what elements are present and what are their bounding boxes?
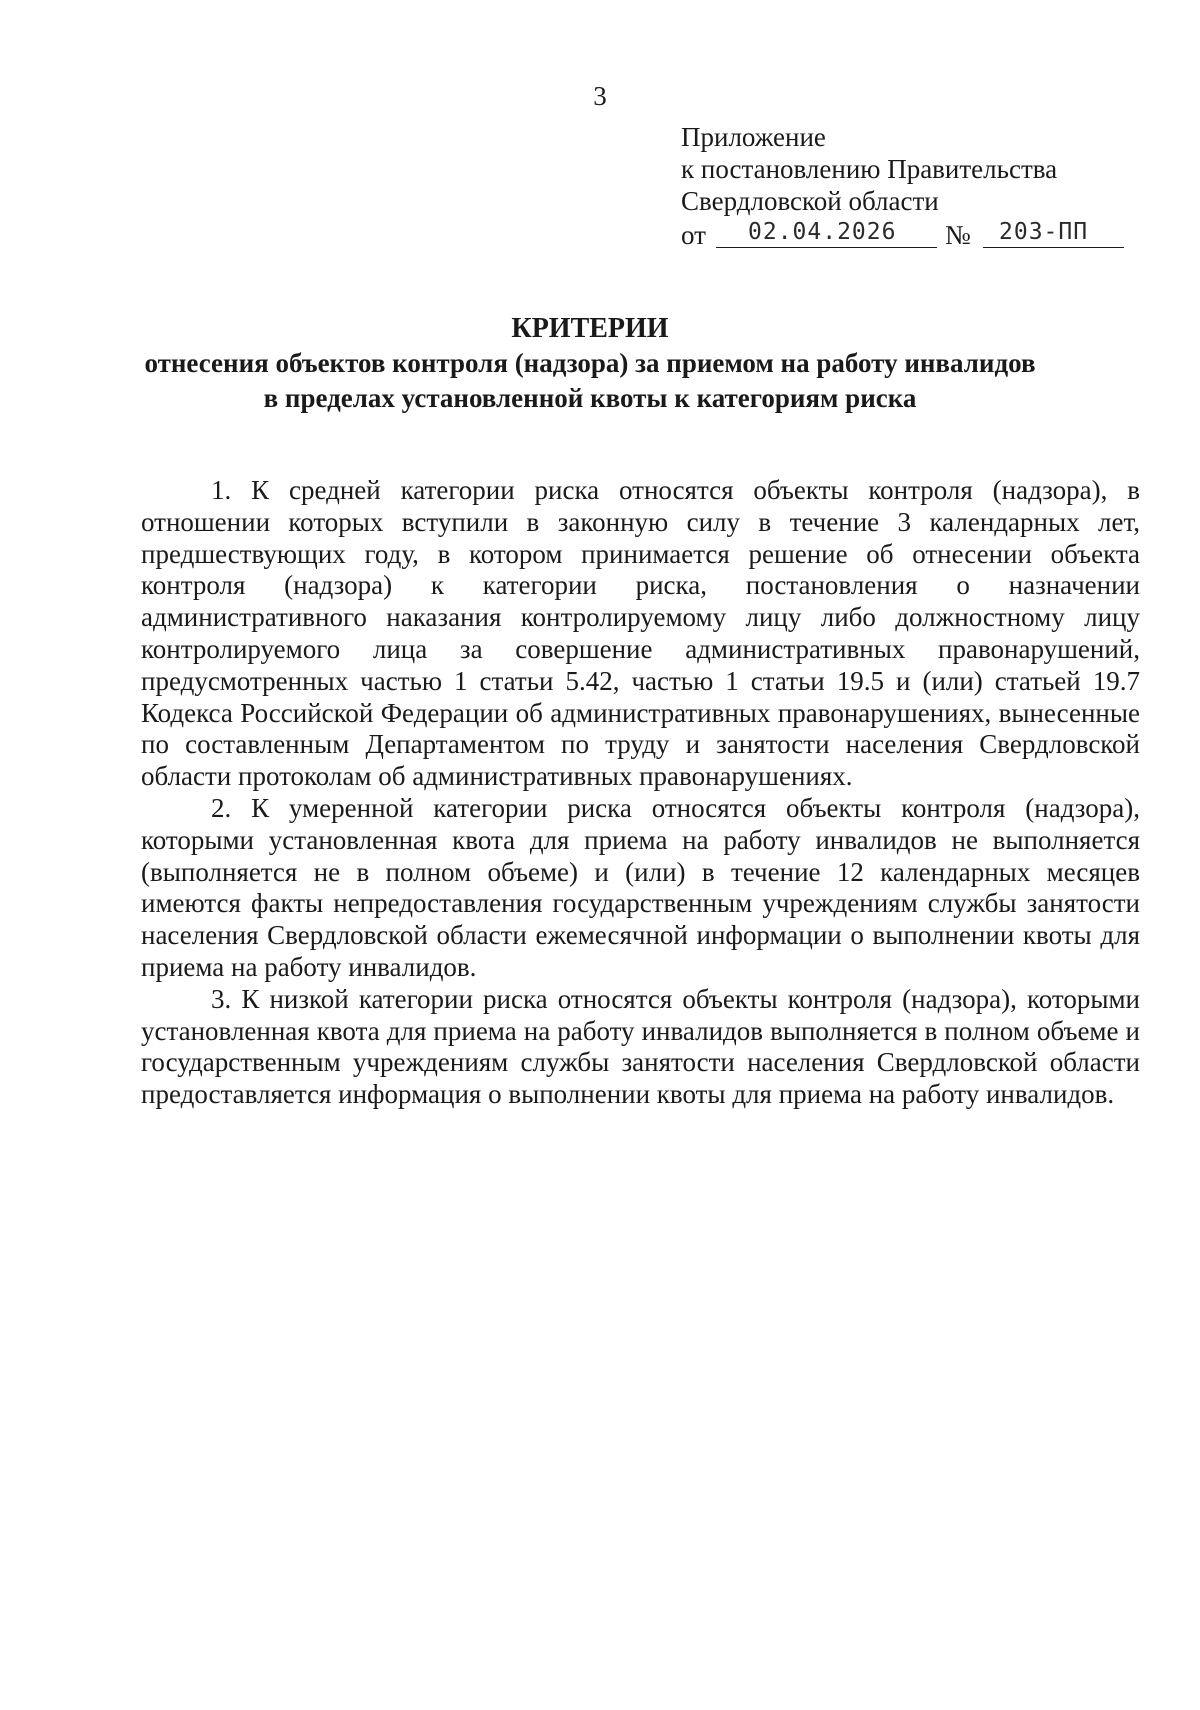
paragraph-medium-risk: 1. К средней категории риска относятся объекты контроля (надзора), в отношении которых вступили в законную силу в течение 3 календарных лет, предшествующих году, в котором принимается решение об отнесении объекта контроля (надзора) к категории риска, постановления о назначении административного наказания контролируемому лицу либо должностному лицу контролируемого лица за совершение административных правонарушений, предусмотренных частью 1 статьи 5.42, частью 1 статьи 19.5 и (или) статьей 19.7 Кодекса Российской Федерации об административных правонарушениях, вынесенные по составленным Департаментом по труду и занятости населения Свердловской области протоколам об административных правонарушениях. [141, 475, 1140, 792]
document-body [141, 475, 1140, 1111]
resolution-number: 203-ПП [983, 217, 1124, 248]
resolution-date: 02.04.2026 [716, 217, 937, 248]
number-label: № [945, 220, 971, 250]
document-subtitle-line2: в пределах установленной квоты к категориям риска [263, 383, 917, 413]
document-subtitle-line1: отнесения объектов контроля (надзора) за приемом на работу инвалидов [144, 348, 1036, 378]
page-number: 3 [593, 81, 607, 111]
date-label: от [681, 220, 706, 250]
resolution-reference [681, 217, 1141, 253]
paragraph-moderate-risk: 2. К умеренной категории риска относятся объекты контроля (надзора), которыми установленная квота для приема на работу инвалидов не выполняется (выполняется не в полном объеме) и (или) в течение 12 календарных месяцев имеются факты непредоставления государственным учреждениям службы занятости населения Свердловской области ежемесячной информации о выполнении квоты для приема на работу инвалидов. [141, 792, 1140, 982]
appendix-header [681, 121, 1141, 253]
appendix-resolution-ref: к постановлению Правительства [681, 154, 1058, 184]
paragraph-low-risk: 3. К низкой категории риска относятся объекты контроля (надзора), которыми установленная квота для приема на работу инвалидов выполняется в полном объеме и государственным учреждениям службы занятости населения Свердловской области предоставляется информация о выполнении квоты для приема на работу инвалидов. [141, 983, 1140, 1110]
document-title: КРИТЕРИИ [511, 313, 669, 344]
document-title-block [0, 311, 1200, 416]
appendix-label: Приложение [681, 122, 826, 152]
appendix-region: Свердловской области [681, 186, 939, 216]
